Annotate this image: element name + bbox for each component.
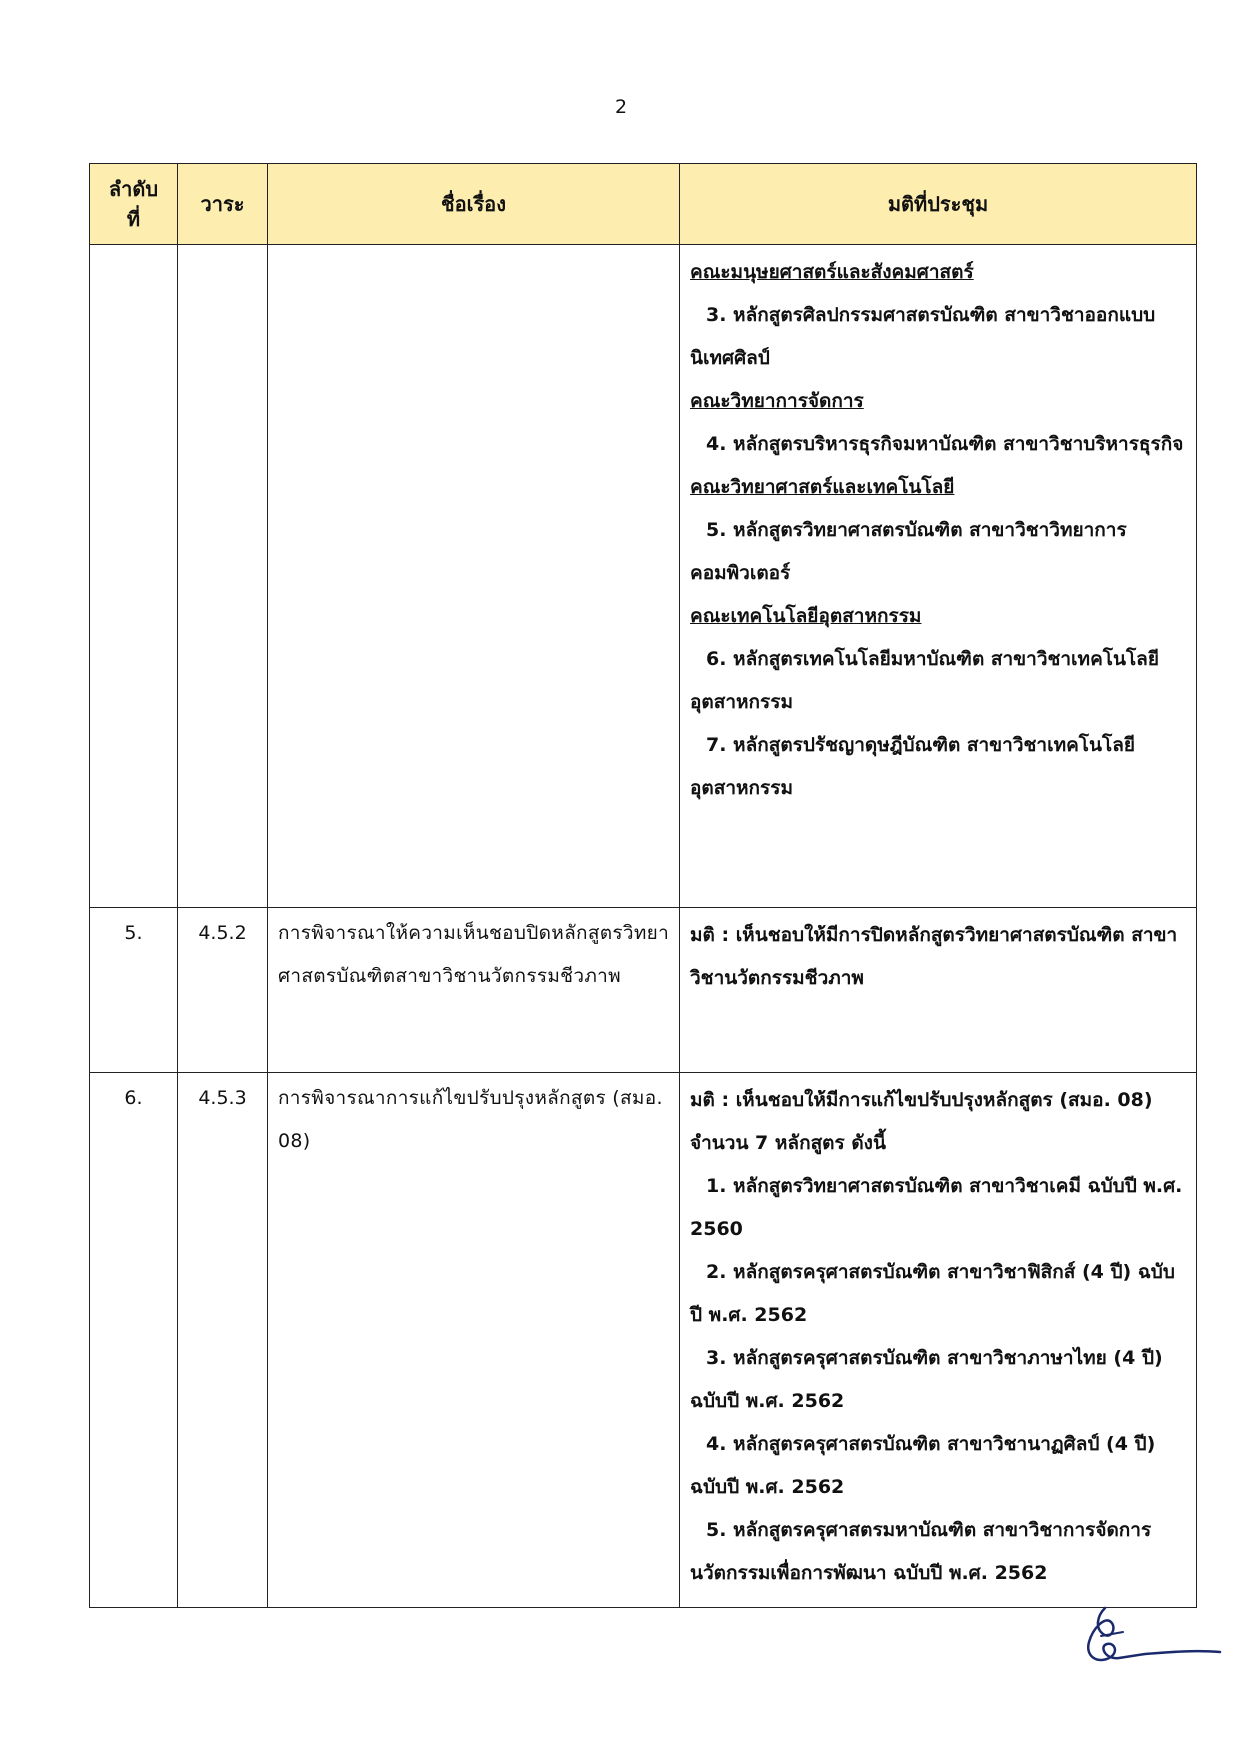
header-order-number [90,164,178,245]
faculty-heading: คณะมนุษยศาสตร์และสังคมศาสตร์ [690,261,974,283]
curriculum-item: 1. หลักสูตรวิทยาศาสตรบัณฑิต สาขาวิชาเคมี ฉบับปี พ.ศ. 2560 [690,1175,1183,1240]
faculty-heading: คณะวิทยาการจัดการ [690,390,864,412]
curriculum-item: 5. หลักสูตรครุศาสตรมหาบัณฑิต สาขาวิชาการจัดการนวัตกรรมเพื่อการพัฒนา ฉบับปี พ.ศ. 2562 [690,1519,1152,1584]
curriculum-item: 3. หลักสูตรครุศาสตรบัณฑิต สาขาวิชาภาษาไทย (4 ปี) ฉบับปี พ.ศ. 2562 [690,1347,1163,1412]
meeting-resolutions-table [89,163,1197,1608]
table-row [90,908,1197,1073]
curriculum-item: 6. หลักสูตรเทคโนโลยีมหาบัณฑิต สาขาวิชาเทคโนโลยีอุตสาหกรรม [690,648,1159,713]
table-header-row [90,164,1197,245]
curriculum-item: 2. หลักสูตรครุศาสตรบัณฑิต สาขาวิชาฟิสิกส์ (4 ปี) ฉบับปี พ.ศ. 2562 [690,1261,1175,1326]
curriculum-item: 3. หลักสูตรศิลปกรรมศาสตรบัณฑิต สาขาวิชาออกแบบนิเทศศิลป์ [690,304,1156,369]
cell-resolution [680,245,1197,908]
faculty-heading: คณะเทคโนโลยีอุตสาหกรรม [690,605,922,627]
curriculum-item: 7. หลักสูตรปรัชญาดุษฎีบัณฑิต สาขาวิชาเทคโนโลยีอุตสาหกรรม [690,734,1135,799]
curriculum-item: 4. หลักสูตรบริหารธุรกิจมหาบัณฑิต สาขาวิชาบริหารธุรกิจ [706,433,1184,455]
handwritten-signature [1075,1598,1225,1678]
cell-resolution [680,1073,1197,1608]
cell-order-number [90,245,178,908]
cell-agenda: 4.5.3 [178,1073,268,1608]
header-resolution: มติที่ประชุม [680,164,1197,245]
cell-agenda: 4.5.2 [178,908,268,1073]
table-row [90,245,1197,908]
header-title: ชื่อเรื่อง [268,164,680,245]
page-number: 2 [614,96,628,118]
cell-title: การพิจารณาการแก้ไขปรับปรุงหลักสูตร (สมอ. 08) [268,1073,680,1608]
table-row [90,1073,1197,1608]
cell-title: การพิจารณาให้ความเห็นชอบปิดหลักสูตรวิทยาศาสตรบัณฑิตสาขาวิชานวัตกรรมชีวภาพ [268,908,680,1073]
cell-agenda [178,245,268,908]
header-order-number-line1: ลำดับ [108,177,159,201]
faculty-heading: คณะวิทยาศาสตร์และเทคโนโลยี [690,476,955,498]
resolution-intro: มติ : เห็นชอบให้มีการแก้ไขปรับปรุงหลักสูตร (สมอ. 08) จำนวน 7 หลักสูตร ดังนี้ [690,1089,1153,1154]
curriculum-item: 5. หลักสูตรวิทยาศาสตรบัณฑิต สาขาวิชาวิทยาการคอมพิวเตอร์ [690,519,1127,584]
cell-resolution: มติ : เห็นชอบให้มีการปิดหลักสูตรวิทยาศาสตรบัณฑิต สาขาวิชานวัตกรรมชีวภาพ [680,908,1197,1073]
cell-order-number: 6. [90,1073,178,1608]
cell-order-number: 5. [90,908,178,1073]
header-agenda: วาระ [178,164,268,245]
header-order-number-line2: ที่ [126,207,141,231]
cell-title [268,245,680,908]
curriculum-item: 4. หลักสูตรครุศาสตรบัณฑิต สาขาวิชานาฏศิลป์ (4 ปี) ฉบับปี พ.ศ. 2562 [690,1433,1156,1498]
